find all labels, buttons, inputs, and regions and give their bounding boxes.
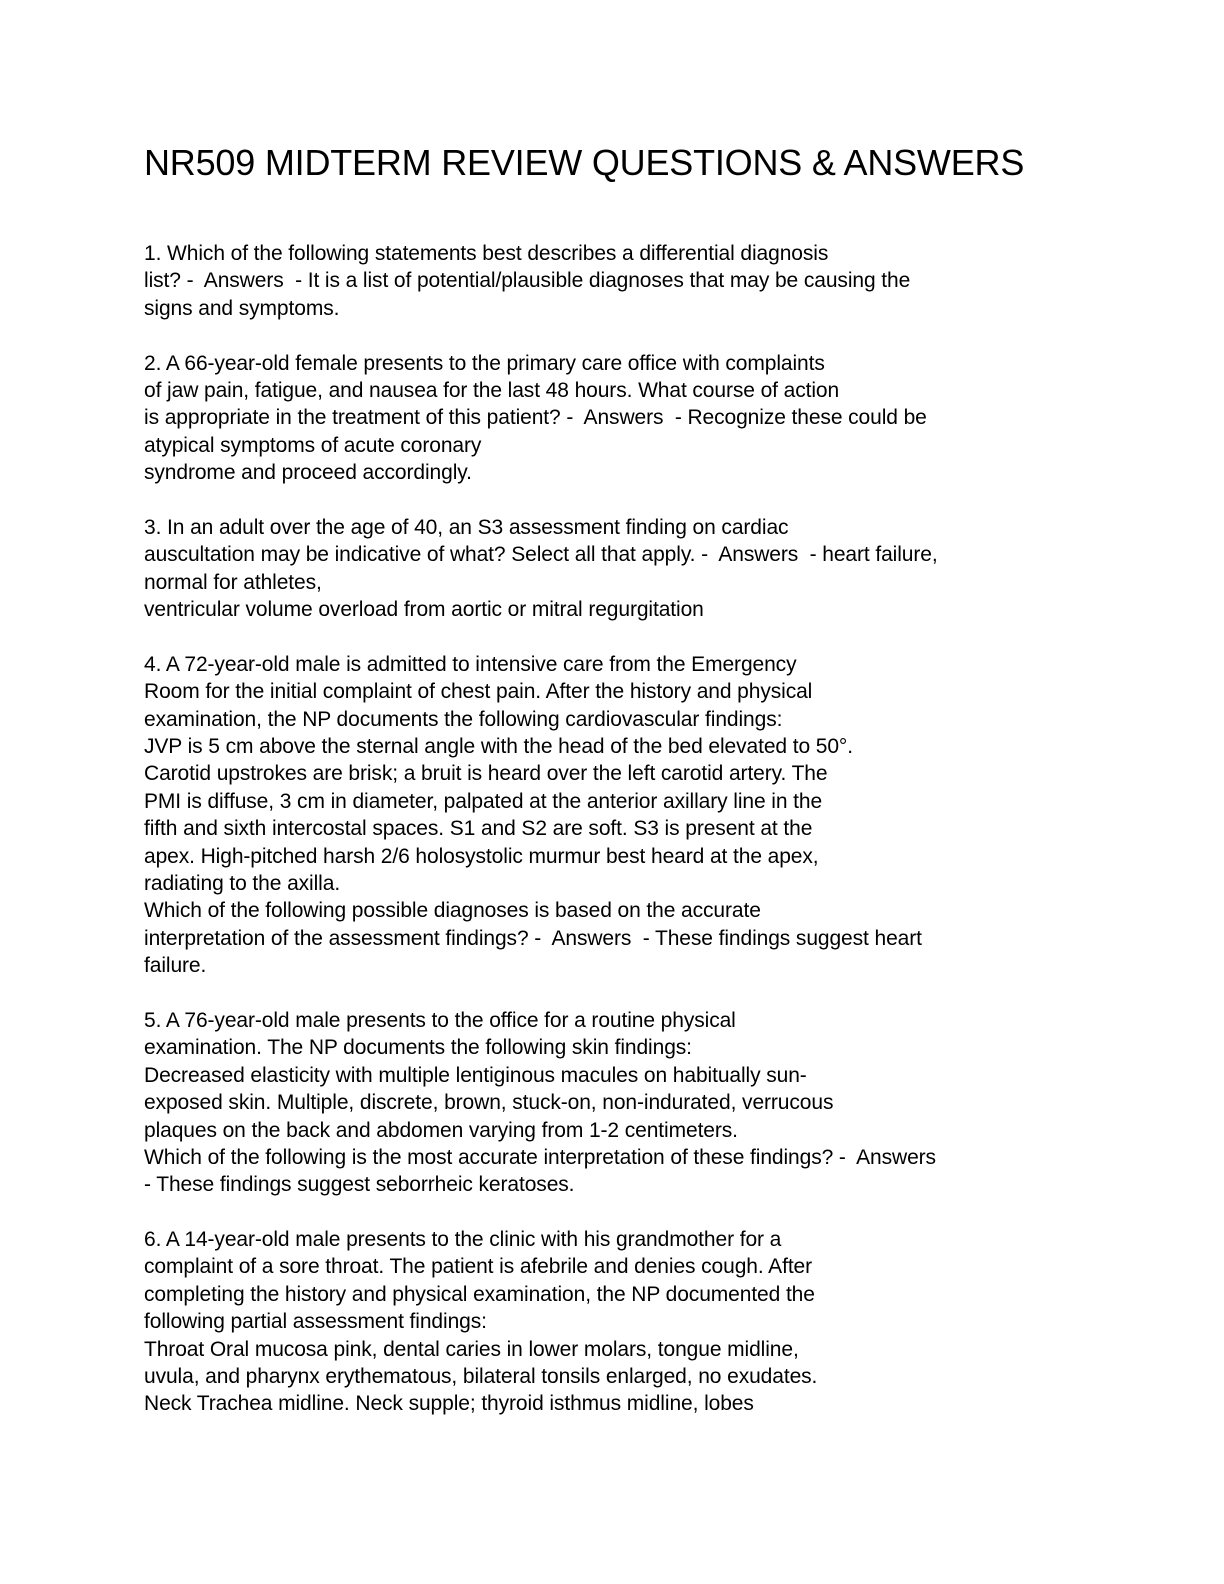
question-line: atypical symptoms of acute coronary bbox=[144, 433, 482, 457]
question-line: following partial assessment findings: bbox=[144, 1310, 487, 1334]
question-line: 6. A 14-year-old male presents to the clinic with his grandmother for a bbox=[144, 1228, 782, 1252]
question-6 bbox=[144, 1226, 1144, 1418]
question-line: - These findings suggest seborrheic keratoses. bbox=[144, 1173, 575, 1197]
question-line: Neck Trachea midline. Neck supple; thyroid isthmus midline, lobes bbox=[144, 1392, 754, 1416]
question-line: apex. High-pitched harsh 2/6 holosystolic murmur best heard at the apex, bbox=[144, 844, 819, 868]
question-line: radiating to the axilla. bbox=[144, 871, 341, 895]
question-line: fifth and sixth intercostal spaces. S1 and S2 are soft. S3 is present at the bbox=[144, 817, 813, 841]
question-line: Decreased elasticity with multiple lentiginous macules on habitually sun- bbox=[144, 1063, 807, 1087]
question-list bbox=[144, 240, 1144, 1445]
question-line: Which of the following possible diagnoses is based on the accurate bbox=[144, 899, 761, 923]
question-line: JVP is 5 cm above the sternal angle with the head of the bed elevated to 50°. bbox=[144, 735, 853, 759]
question-line: Room for the initial complaint of chest pain. After the history and physical bbox=[144, 680, 813, 704]
question-line: failure. bbox=[144, 954, 207, 978]
question-line: 3. In an adult over the age of 40, an S3 assessment finding on cardiac bbox=[144, 515, 789, 539]
question-line: 2. A 66-year-old female presents to the primary care office with complaints bbox=[144, 351, 825, 375]
question-line: ventricular volume overload from aortic or mitral regurgitation bbox=[144, 598, 704, 622]
question-line: examination. The NP documents the following skin findings: bbox=[144, 1036, 692, 1060]
question-line: syndrome and proceed accordingly. bbox=[144, 461, 472, 485]
question-line: interpretation of the assessment findings? - Answers - These findings suggest heart bbox=[144, 926, 922, 950]
question-5 bbox=[144, 1007, 1144, 1199]
question-line: is appropriate in the treatment of this patient? - Answers - Recognize these could be bbox=[144, 406, 927, 430]
question-3 bbox=[144, 514, 1144, 624]
question-1 bbox=[144, 240, 1144, 322]
question-line: Which of the following is the most accurate interpretation of these findings? - Answers bbox=[144, 1145, 936, 1169]
question-line: auscultation may be indicative of what? Select all that apply. - Answers - heart failure, bbox=[144, 543, 938, 567]
question-line: 1. Which of the following statements best describes a differential diagnosis bbox=[144, 242, 829, 265]
question-line: exposed skin. Multiple, discrete, brown, stuck-on, non-indurated, verrucous bbox=[144, 1091, 834, 1115]
document-title: NR509 MIDTERM REVIEW QUESTIONS & ANSWERS bbox=[144, 142, 1025, 183]
question-line: uvula, and pharynx erythematous, bilateral tonsils enlarged, no exudates. bbox=[144, 1365, 818, 1389]
question-line: PMI is diffuse, 3 cm in diameter, palpated at the anterior axillary line in the bbox=[144, 789, 823, 813]
question-2 bbox=[144, 350, 1144, 487]
question-line: examination, the NP documents the following cardiovascular findings: bbox=[144, 707, 783, 731]
question-line: plaques on the back and abdomen varying from 1-2 centimeters. bbox=[144, 1118, 738, 1142]
question-line: normal for athletes, bbox=[144, 570, 322, 594]
question-line: 4. A 72-year-old male is admitted to intensive care from the Emergency bbox=[144, 652, 797, 676]
question-line: Carotid upstrokes are brisk; a bruit is heard over the left carotid artery. The bbox=[144, 762, 828, 786]
question-4 bbox=[144, 651, 1144, 980]
question-line: completing the history and physical examination, the NP documented the bbox=[144, 1282, 815, 1306]
question-line: 5. A 76-year-old male presents to the office for a routine physical bbox=[144, 1008, 736, 1032]
question-line: list? - Answers - It is a list of potential/plausible diagnoses that may be causing the bbox=[144, 269, 911, 293]
question-line: signs and symptoms. bbox=[144, 296, 340, 320]
question-line: Throat Oral mucosa pink, dental caries in lower molars, tongue midline, bbox=[144, 1337, 799, 1361]
question-line: complaint of a sore throat. The patient is afebrile and denies cough. After bbox=[144, 1255, 813, 1279]
question-line: of jaw pain, fatigue, and nausea for the last 48 hours. What course of action bbox=[144, 378, 840, 402]
